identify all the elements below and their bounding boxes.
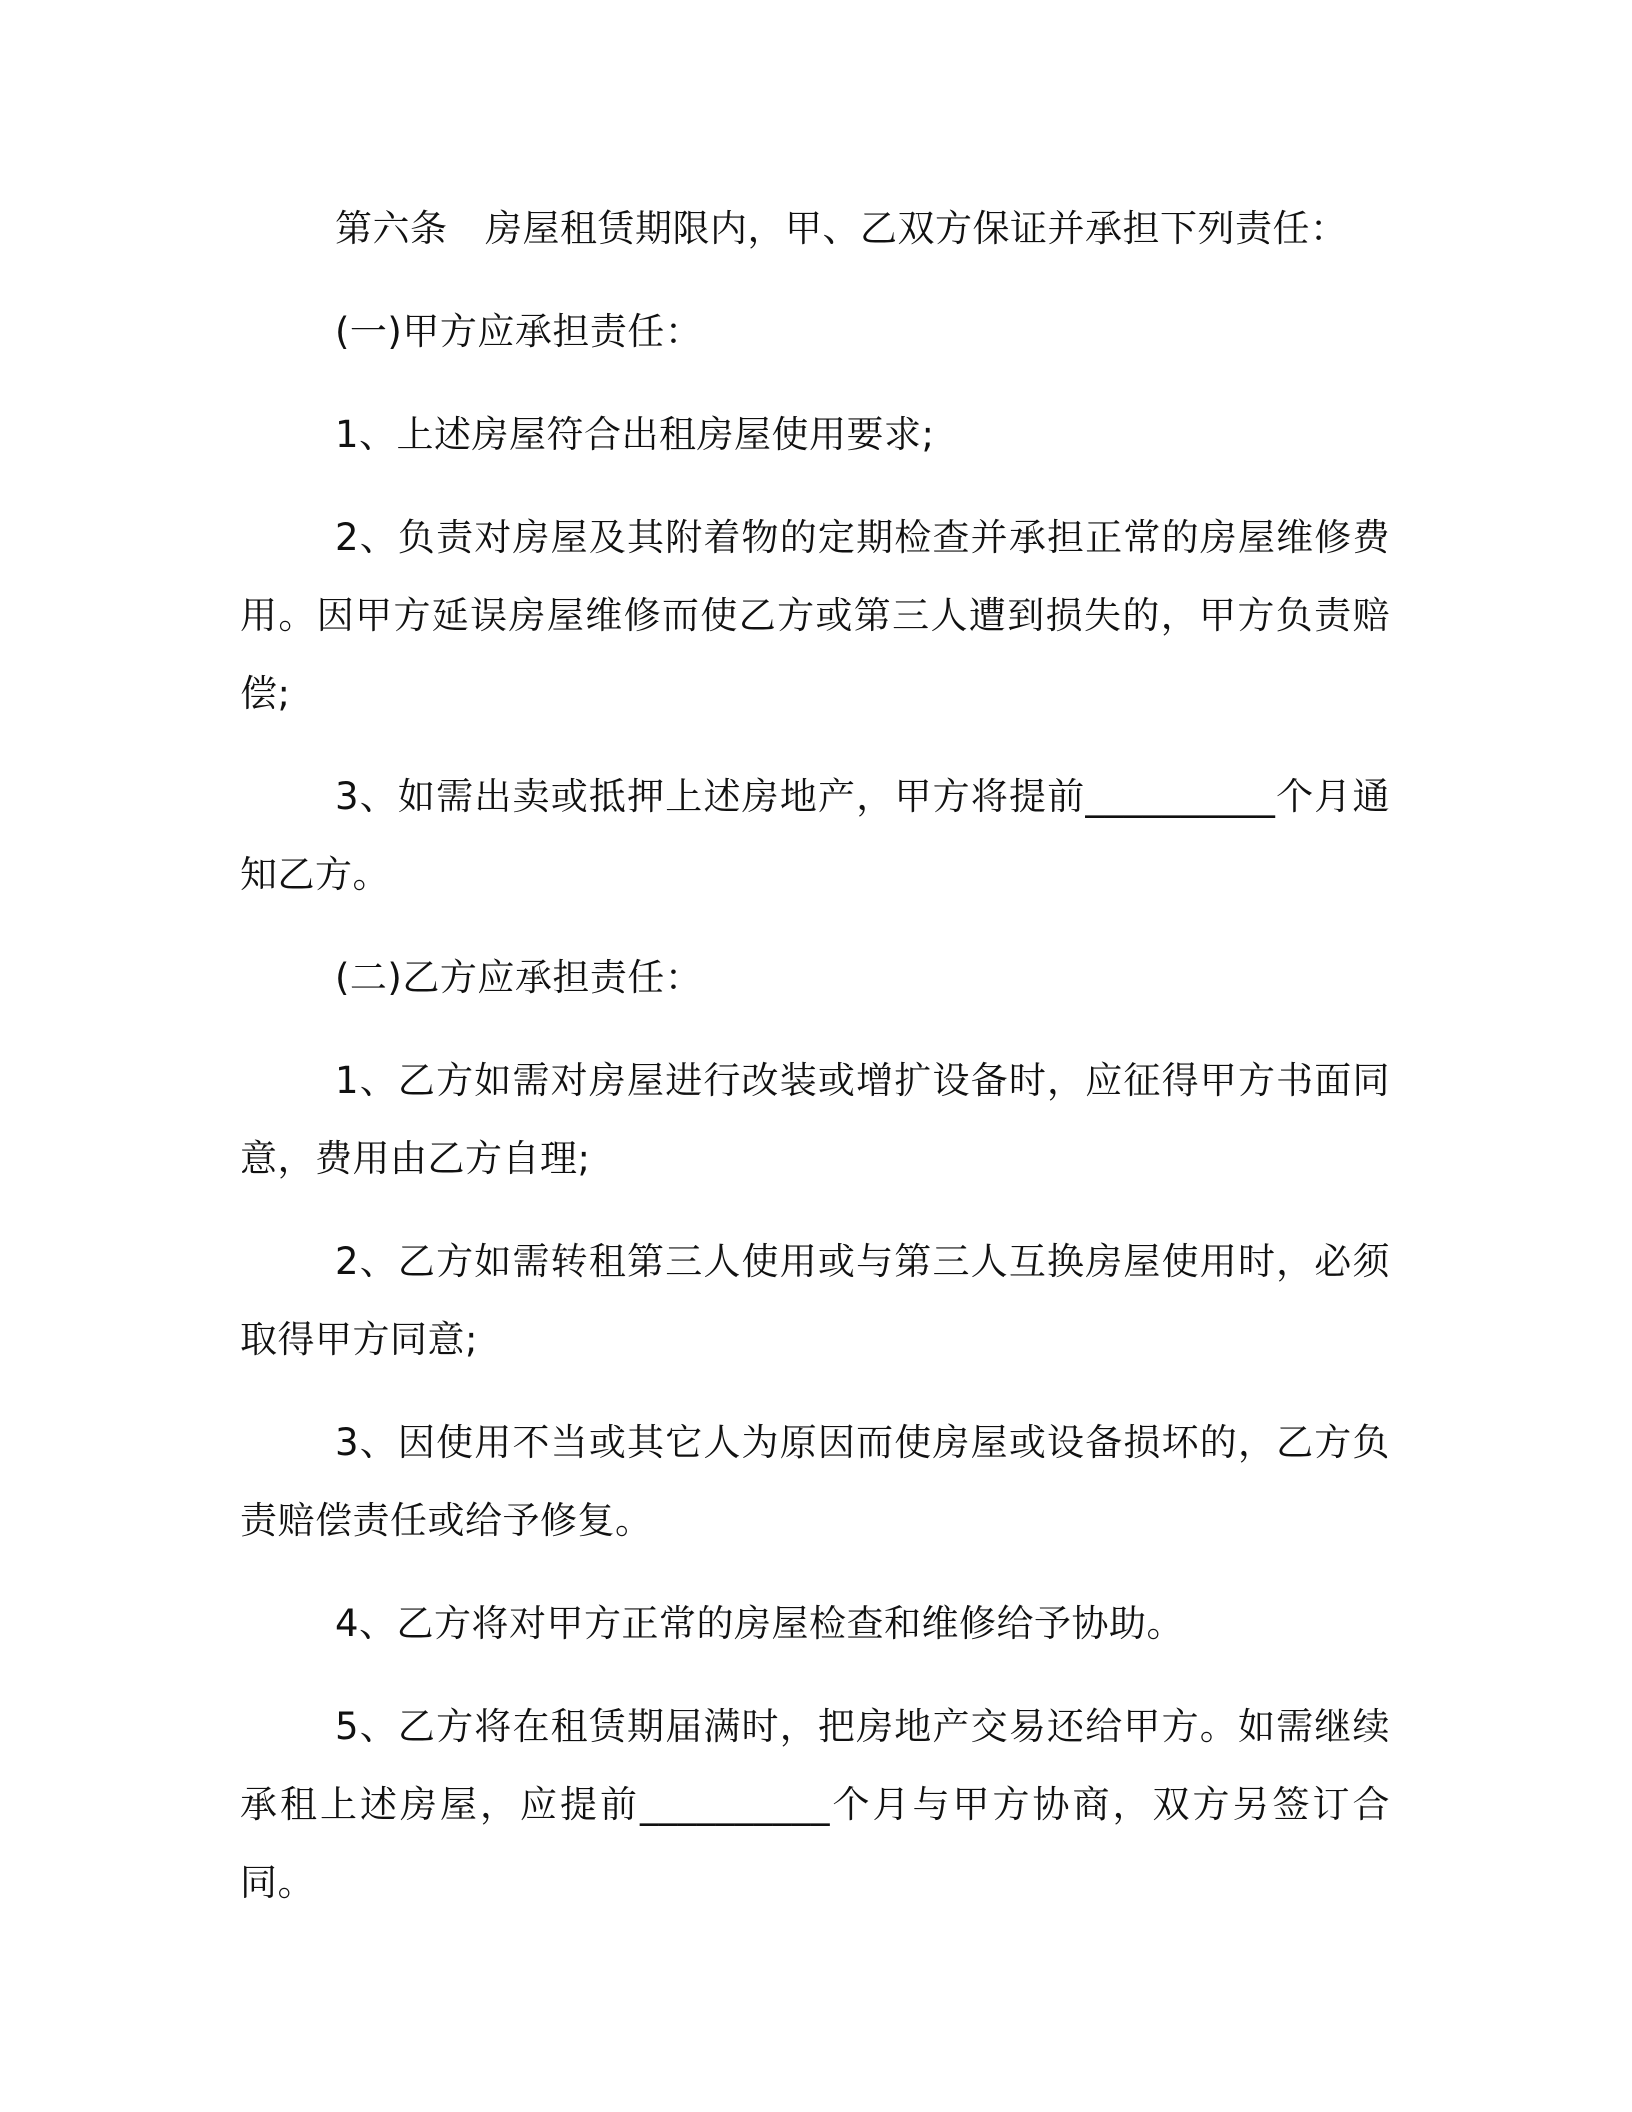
party-a-section-heading: (一)甲方应承担责任： [335,310,703,353]
party-a-item-1: 1、上述房屋符合出租房屋使用要求; [335,413,935,456]
party-b-item-5: 5、乙方将在租赁期届满时，把房地产交易还给甲方。如需继续承租上述房屋，应提前__________个月与甲方协商，双方另签订合同。 [240,1705,1390,1904]
party-b-item-2: 2、乙方如需转租第三人使用或与第三人互换房屋使用时，必须取得甲方同意; [240,1240,1390,1361]
party-b-item-4: 4、乙方将对甲方正常的房屋检查和维修给予协助。 [335,1602,1185,1645]
document-page [240,190,1390,1922]
party-b-item-1: 1、乙方如需对房屋进行改装或增扩设备时，应征得甲方书面同意，费用由乙方自理; [240,1059,1390,1180]
article-6-heading: 第六条 房屋租赁期限内，甲、乙双方保证并承担下列责任： [335,207,1348,250]
party-b-section-heading: (二)乙方应承担责任： [335,956,703,999]
party-b-item-3: 3、因使用不当或其它人为原因而使房屋或设备损坏的，乙方负责赔偿责任或给予修复。 [240,1421,1390,1542]
party-a-item-3: 3、如需出卖或抵押上述房地产，甲方将提前__________个月通知乙方。 [240,775,1390,896]
party-a-item-2: 2、负责对房屋及其附着物的定期检查并承担正常的房屋维修费用。因甲方延误房屋维修而使乙方或第三人遭到损失的，甲方负责赔偿; [240,516,1390,715]
